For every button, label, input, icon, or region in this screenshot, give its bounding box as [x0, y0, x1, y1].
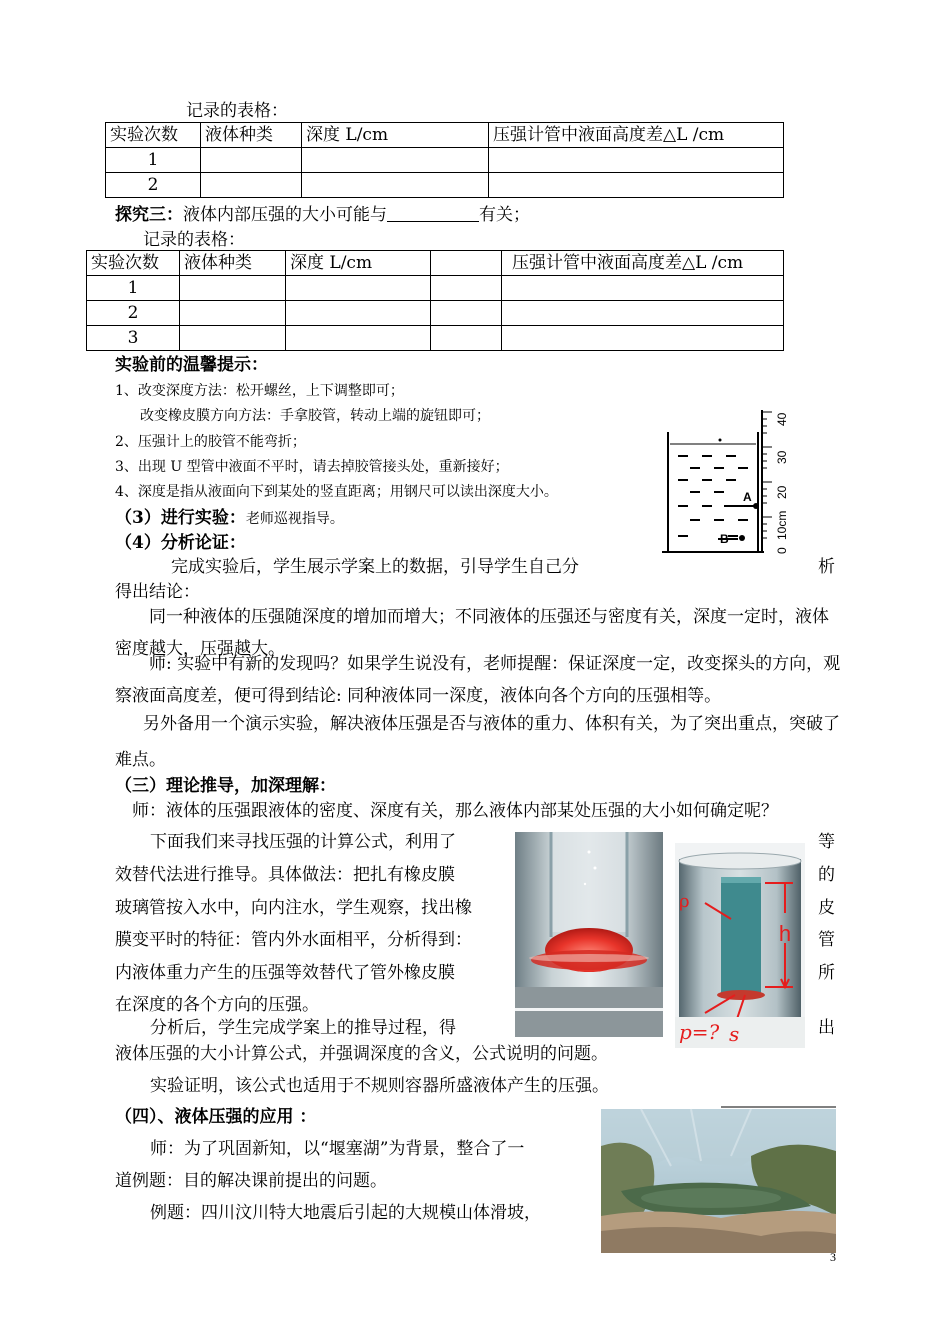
explore3-label: 探究三： — [115, 205, 183, 225]
point-b-label: B — [720, 532, 729, 546]
tip-item: 改变橡皮膜方向方法：手拿胶管，转动上端的旋钮即可； — [140, 408, 490, 424]
tips-heading: 实验前的温馨提示： — [115, 355, 268, 375]
rubber-membrane-photo — [515, 832, 663, 1037]
table2-header: 实验次数 — [87, 251, 180, 276]
example-line: 例题：四川汶川特大地震后引起的大规模山体滑坡， — [150, 1203, 541, 1223]
ruler-label: 20 — [775, 485, 789, 499]
formula-line: 液体压强的大小计算公式，并强调深度的含义，公式说明的问题。 — [115, 1044, 608, 1064]
step4-heading: （4）分析论证： — [115, 533, 246, 553]
ruler-label: 30 — [775, 450, 789, 464]
table1-row-index: 1 — [106, 148, 201, 173]
section4-line: 师：为了巩固新知，以“堰塞湖”为背景，整合了一 — [150, 1139, 525, 1159]
teacher-paragraph: 师: 实验中有新的发现吗？如果学生说没有，老师提醒：保证深度一定，改变探头的方向，观察液面高度差，便可得到结论: 同种液体同一深度，液体向各个方向的压强相等。 — [115, 654, 841, 706]
pressure-derivation-photo — [675, 843, 805, 1048]
ruler-label: 0 — [775, 547, 789, 554]
point-a-label: A — [743, 490, 752, 504]
proof-line: 实验证明，该公式也适用于不规则容器所盛液体产生的压强。 — [150, 1076, 609, 1096]
tip-item: 1、改变深度方法：松开螺丝，上下调整即可； — [115, 383, 404, 399]
right-edge-char: 出 — [818, 1018, 835, 1038]
derivation-line: 在深度的各个方向的压强。 — [115, 995, 319, 1015]
table1-caption: 记录的表格： — [186, 101, 288, 121]
table1-header: 实验次数 — [106, 123, 201, 148]
derivation-line: 内液体重力产生的压强等效替代了管外橡皮膜 — [115, 963, 455, 983]
tip-item: 2、压强计上的胶管不能弯折； — [115, 434, 306, 450]
table2-row-index: 3 — [87, 326, 180, 351]
step4-line1-end: 析 — [818, 557, 835, 577]
right-edge-char: 等 — [818, 832, 835, 852]
section3-heading: （三）理论推导，加深理解： — [115, 776, 336, 796]
page-number: 3 — [830, 1250, 836, 1264]
tip-item: 3、出现 U 型管中液面不平时，请去掉胶管接头处，重新接好； — [115, 459, 509, 475]
rho-label: ρ — [679, 891, 690, 912]
table2-header: 压强计管中液面高度差△L /cm — [502, 251, 784, 276]
record-table-2 — [86, 250, 784, 351]
table2-row-index: 1 — [87, 276, 180, 301]
derivation-line: 效替代法进行推导。具体做法：把扎有橡皮膜 — [115, 865, 455, 885]
section4-line: 道例题：目的解决课前提出的问题。 — [115, 1171, 387, 1191]
table1-row-index: 2 — [106, 173, 201, 198]
section3-question: 师：液体的压强跟液体的密度、深度有关，那么液体内部某处压强的大小如何确定呢？ — [132, 801, 778, 821]
derivation-line: 玻璃管按入水中，向内注水，学生观察，找出橡 — [115, 898, 472, 918]
right-edge-char: 管 — [818, 930, 835, 950]
explore3-line: 探究三：液体内部压强的大小可能与 有关； — [115, 205, 530, 225]
right-edge-char: 所 — [818, 963, 835, 983]
step4-line2: 得出结论： — [115, 582, 200, 602]
table1-header: 压强计管中液面高度差△L /cm — [489, 123, 784, 148]
derivation-line: 膜变平时的特征：管内外水面相平，分析得到： — [115, 930, 472, 950]
barrier-lake-photo — [601, 1106, 836, 1253]
table1-header: 深度 L/cm — [302, 123, 489, 148]
table2-header — [431, 251, 502, 276]
fill-blank[interactable] — [387, 203, 479, 222]
backup-demo-paragraph: 另外备用一个演示实验，解决液体压强是否与液体的重力、体积有关，为了突出重点，突破了难点。 — [115, 714, 840, 770]
right-edge-char: 皮 — [818, 898, 835, 918]
table2-header: 深度 L/cm — [286, 251, 431, 276]
p-label: p=? — [679, 1020, 720, 1044]
step3-line: （3）进行实验：老师巡视指导。 — [115, 508, 344, 528]
table2-header: 液体种类 — [180, 251, 286, 276]
ruler-label: 10cm — [775, 510, 789, 540]
s-label: s — [729, 1022, 740, 1046]
record-table-1 — [105, 122, 784, 198]
derivation-line: 分析后，学生完成学案上的推导过程，得 — [150, 1018, 456, 1038]
ruler-label: 40 — [775, 412, 789, 426]
table1-header: 液体种类 — [201, 123, 302, 148]
section4-heading: （四）、液体压强的应用 ： — [115, 1107, 317, 1127]
tip-item: 4、深度是指从液面向下到某处的竖直距离；用钢尺可以读出深度大小。 — [115, 484, 558, 500]
table2-caption: 记录的表格： — [143, 230, 245, 250]
conclusion-paragraph: 同一种液体的压强随深度的增加而增大；不同液体的压强还与密度有关，深度一定时，液体密度越大，压强越大。 — [115, 607, 829, 659]
h-label: h — [778, 921, 792, 946]
container-ruler-diagram — [662, 402, 792, 560]
derivation-line: 下面我们来寻找压强的计算公式，利用了 — [150, 832, 456, 852]
right-edge-char: 的 — [818, 865, 835, 885]
step4-line1: 完成实验后，学生展示学案上的数据，引导学生自己分 — [171, 557, 579, 577]
table2-row-index: 2 — [87, 301, 180, 326]
